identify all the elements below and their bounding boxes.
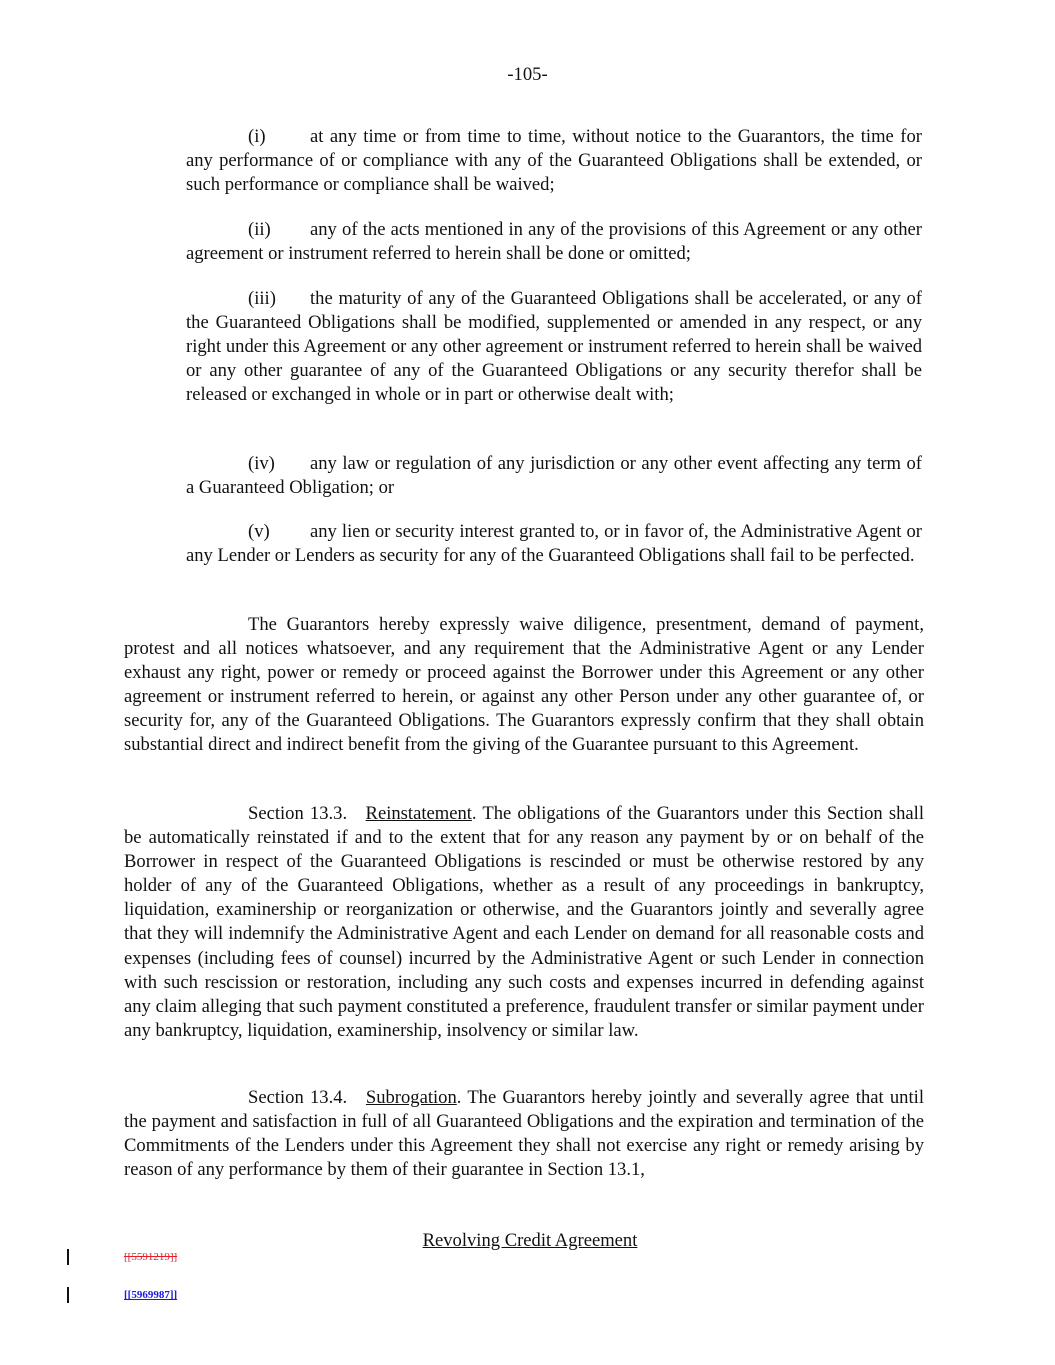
- change-bar: [67, 1249, 69, 1265]
- clause-text: any lien or security interest granted to, or in favor of, the Administrative Agent or any Lender or Lenders as security for any of the Guaranteed Obligations shall fail to be perfected.: [186, 521, 922, 567]
- clause-text: any law or regulation of any jurisdiction or any other event affecting any term of a Guaranteed Obligation; or: [186, 453, 922, 499]
- section-number: Section 13.3.: [248, 803, 348, 824]
- section-number: Section 13.4.: [248, 1087, 348, 1108]
- clause-text: the maturity of any of the Guaranteed Obligations shall be accelerated, or any of the Guaranteed Obligations shall be modified, supplemented or amended in any respect, or any right under this Agreement or any other agreement or instrument referred to herein shall be waived or any other guarantee of any of the Guaranteed Obligations or any security therefor shall be released or exchanged in whole or in part or otherwise dealt with;: [186, 288, 922, 406]
- clause-label: (iii): [248, 288, 276, 309]
- page-number: -105-: [507, 64, 548, 85]
- clause-v: [186, 520, 922, 568]
- change-bar: [67, 1287, 69, 1303]
- section-heading: Subrogation: [365, 1087, 457, 1108]
- section-13-3: [124, 802, 924, 1043]
- clause-iii: [186, 287, 922, 407]
- section-text: . The obligations of the Guarantors under this Section shall be automatically reinstated if and to the extent that for any reason any payment by or on behalf of the Borrower in respect of the Guaranteed Obligations is rescinded or must be otherwise restored by any holder of any of the Guaranteed Obligations, whether as a result of any proceedings in bankruptcy, liquidation, examinership or reorganization or otherwise, and the Guarantors jointly and severally agree that they will indemnify the Administrative Agent and each Lender on demand for all reasonable costs and expenses (including fees of counsel) incurred by the Administrative Agent or such Lender in connection with such rescission or restoration, including any such costs and expenses incurred in defending against any claim alleging that such payment constituted a preference, fraudulent transfer or similar payment under any bankruptcy, liquidation, examinership, insolvency or similar law.: [124, 803, 924, 1041]
- waiver-text: The Guarantors hereby expressly waive diligence, presentment, demand of payment, protest and all notices whatsoever, and any requirement that the Administrative Agent or any Lender exhaust any right, power or remedy or proceed against the Borrower under this Agreement or any other agreement or instrument referred to herein, or against any other Person under any other guarantee of, or security for, any of the Guaranteed Obligations. The Guarantors expressly confirm that they shall obtain substantial direct and indirect benefit from the giving of the Guarantee pursuant to this Agreement.: [124, 614, 924, 756]
- inserted-doc-id: [[5969987]]: [124, 1289, 178, 1301]
- section-heading: Reinstatement: [365, 803, 472, 824]
- clause-iv: [186, 452, 922, 500]
- section-text: . The Guarantors hereby jointly and severally agree that until the payment and satisfaction in full of all Guaranteed Obligations and the expiration and termination of the Commitments of the Lenders under this Agreement they shall not exercise any right or remedy arising by reason of any performance by them of their guarantee in Section 13.1,: [124, 1087, 924, 1181]
- clause-label: (i): [248, 126, 266, 147]
- deleted-doc-id: [[5591219]]: [124, 1251, 178, 1263]
- clause-label: (v): [248, 521, 270, 542]
- clause-label: (iv): [248, 453, 275, 474]
- clause-ii: [186, 218, 922, 266]
- waiver-paragraph: [124, 613, 924, 758]
- section-13-4: [124, 1086, 924, 1182]
- clause-label: (ii): [248, 219, 271, 240]
- clause-text: at any time or from time to time, without notice to the Guarantors, the time for any performance of or compliance with any of the Guaranteed Obligations shall be extended, or such performance or compliance shall be waived;: [186, 126, 922, 196]
- clause-text: any of the acts mentioned in any of the provisions of this Agreement or any other agreement or instrument referred to herein shall be done or omitted;: [186, 219, 922, 265]
- footer-title: Revolving Credit Agreement: [422, 1230, 638, 1251]
- clause-i: [186, 125, 922, 197]
